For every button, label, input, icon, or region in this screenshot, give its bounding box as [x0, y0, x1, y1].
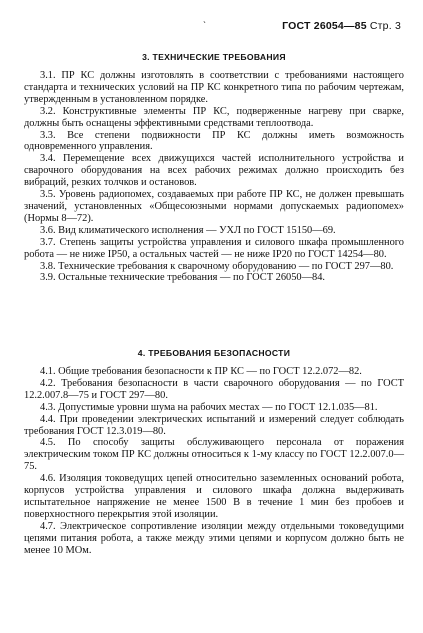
- page-header: [282, 20, 401, 32]
- standard-number: ГОСТ 26054—85: [282, 20, 367, 32]
- paragraph-3-5: 3.5. Уровень радиопомех, создаваемых при работе ПР КС, не должен превышать значений, установленных «Общесоюзными нормами допускаемых радиопомех» (Нормы 8—72).: [24, 189, 404, 224]
- paragraph-3-6: 3.6. Вид климатического исполнения — УХЛ по ГОСТ 15150—69.: [40, 224, 336, 236]
- paragraph-3-2: 3.2. Конструктивные элементы ПР КС, подверженные нагреву при сварке, должны быть оснащены эффективными средствами теплоотвода.: [24, 105, 404, 129]
- paragraph-3-1: 3.1. ПР КС должны изготовлять в соответствии с требованиями настоящего стандарта и технических условий на ПР КС конкретного типа по рабочим чертежам, утвержденным в установленном порядке.: [24, 70, 404, 105]
- section-technical-requirements: [24, 52, 404, 284]
- section-heading: 4. ТРЕБОВАНИЯ БЕЗОПАСНОСТИ: [137, 348, 291, 358]
- paragraph-4-1: 4.1. Общие требования безопасности к ПР КС — по ГОСТ 12.2.072—82.: [40, 366, 362, 377]
- paragraph-3-8: 3.8. Технические требования к сварочному оборудованию — по ГОСТ 297—80.: [40, 260, 394, 272]
- paragraph-3-9: 3.9. Остальные технические требования — по ГОСТ 26050—84.: [40, 272, 325, 284]
- paragraph-4-5: 4.5. По способу защиты обслуживающего персонала от поражения электрическим током ПР КС должны относиться к 1-му классу по ГОСТ 12.2.007.0—75.: [24, 437, 404, 473]
- section-safety-requirements: [24, 348, 404, 557]
- paragraph-4-3: 4.3. Допустимые уровни шума на рабочих местах — по ГОСТ 12.1.035—81.: [40, 401, 378, 413]
- section-heading: 3. ТЕХНИЧЕСКИЕ ТРЕБОВАНИЯ: [142, 52, 286, 62]
- paragraph-3-3: 3.3. Все степени подвижности ПР КС должны иметь возможность одновременного управления.: [24, 129, 404, 153]
- paragraph-4-4: 4.4. При проведении электрических испытаний и измерений следует соблюдать требования ГОСТ 12.3.019—80.: [24, 413, 404, 437]
- scan-mark: ˴: [203, 16, 206, 26]
- paragraph-4-6: 4.6. Изоляция токоведущих цепей относительно заземленных оснований робота, корпусов устройства управления и силового шкафа должна выдерживать испытательное напряжение не менее 1500 В в течение 1 мин без пробоев и поверхностного перекрытия этой изоляции.: [24, 473, 404, 520]
- paragraph-3-4: 3.4. Перемещение всех движущихся частей исполнительного устройства и сварочного оборудования на всех рабочих режимах должно происходить без вибраций, резких толчков и остановов.: [24, 153, 404, 189]
- paragraph-3-7: 3.7. Степень защиты устройства управления и силового шкафа промышленного робота — не ниже IP50, а остальных частей — не ниже IP20 по ГОСТ 14254—80.: [24, 236, 404, 260]
- page-number: Стр. 3: [369, 20, 401, 32]
- paragraph-4-7: 4.7. Электрическое сопротивление изоляции между отдельными токоведущими цепями питания робота, а также между этими цепями и корпусом должно быть не менее 10 МОм.: [24, 520, 404, 556]
- paragraph-4-2: 4.2. Требования безопасности в части сварочного оборудования — по ГОСТ 12.2.007.8—75 и ГОСТ 297—80.: [24, 377, 404, 401]
